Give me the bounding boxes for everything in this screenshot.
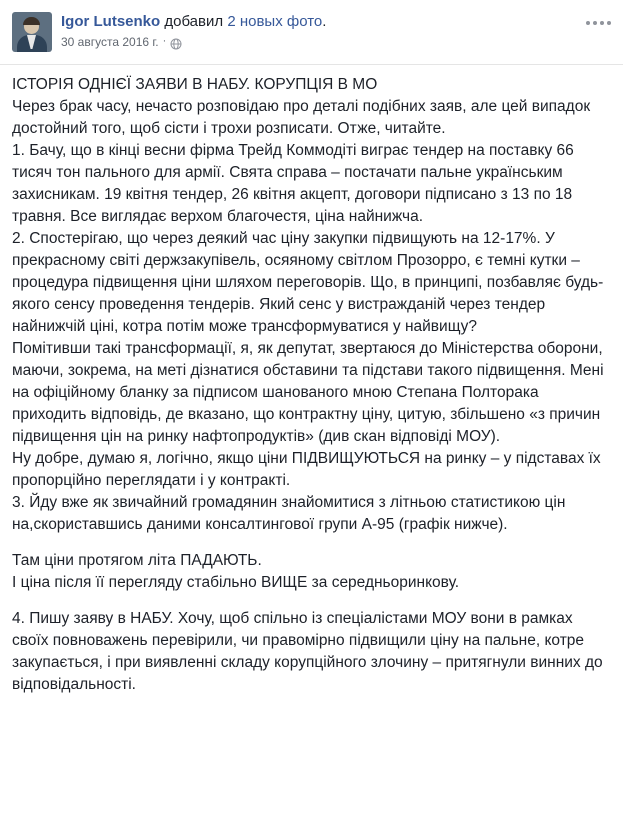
post-header-text (61, 12, 326, 50)
post-paragraph: Помітивши такі трансформації, я, як депутат, звертаюся до Міністерства оборони, маючи, зокрема, на меті дізнатися обставини та підстави такого підвищення. Мені на офіційному бланку за підписом шанованого мною Степана Полторака приходить відповідь, де вказано, що контрактну ціну, цитую, збільшено «з причин підвищення цін на ринку нафтопродуктів» (див скан відповіді МОУ). (12, 340, 604, 445)
ellipsis-dot (586, 21, 590, 25)
ellipsis-dot (593, 21, 597, 25)
post-attribution-line (61, 13, 326, 32)
ellipsis-dot (600, 21, 604, 25)
globe-icon[interactable] (170, 38, 182, 50)
avatar-hair (23, 17, 40, 25)
post-action-text: добавил (164, 13, 224, 30)
post-options-menu-button[interactable] (585, 14, 611, 32)
post-paragraph: 2. Спостерігаю, що через деякий час ціну закупки підвищують на 12-17%. У прекрасному світі держзакупівель, осяяному світлом Прозорро, є темні кутки – процедура підвищення ціни шляхом переговорів. Що, в принципі, позбавляє будь-якого сенсу проведення тендерів. Який сенс у вистражданій через тендер найнижчій ціні, котра потім може трансформуватися у найвищу? (12, 230, 604, 335)
post-action-suffix: . (322, 13, 327, 30)
post-paragraph: Ну добре, думаю я, логічно, якщо ціни ПІДВИЩУЮТЬСЯ на ринку – у підставах їх пропорційно переглядати і у контракті. (12, 450, 601, 489)
post-paragraph: 4. Пишу заяву в НАБУ. Хочу, щоб спільно із спеціалістами МОУ вони в рамках своїх повноважень перевірили, чи правомірно підвищили ціну на пальне, котре закупається, і при виявленні складу корупційного злочину – притягнули винних до відповідальності. (12, 610, 603, 693)
ellipsis-dot (607, 21, 611, 25)
post-paragraph-title: ІСТОРІЯ ОДНІЄЇ ЗАЯВИ В НАБУ. КОРУПЦІЯ В МО (12, 76, 378, 93)
post-paragraph: 1. Бачу, що в кінці весни фірма Трейд Коммодіті виграє тендер на поставку 66 тисяч тон пального для армії. Свята справа – постачати пальне українським захисникам. 19 квітня тендер, 26 квітня акцепт, договори підписано з 13 по 18 травня. Все виглядає верхом благочестя, ціна найнижча. (12, 142, 574, 225)
post-photos-link[interactable]: 2 новых фото (227, 13, 323, 30)
post-paragraph: 3. Йду вже як звичайний громадянин знайомитися з літньою статистикою цін на,скориставшись даними консалтингової групи А-95 (графік нижче). (12, 494, 566, 533)
post-author-name[interactable]: Igor Lutsenko (61, 13, 161, 30)
post-timestamp[interactable]: 30 августа 2016 г. (61, 34, 159, 49)
post-meta-line (61, 35, 326, 50)
post-paragraph: І ціна після її перегляду стабільно ВИЩЕ за середньоринкову. (12, 574, 460, 591)
post-header (0, 0, 623, 58)
post-paragraph: Там ціни протягом літа ПАДАЮТЬ. (12, 552, 262, 569)
post-paragraph: Через брак часу, нечасто розповідаю про деталі подібних заяв, але цей випадок достойний того, щоб сісти і трохи розписати. Отже, читайте. (12, 98, 591, 137)
avatar[interactable] (12, 12, 52, 52)
post-body (0, 65, 623, 696)
meta-separator: · (162, 35, 167, 48)
